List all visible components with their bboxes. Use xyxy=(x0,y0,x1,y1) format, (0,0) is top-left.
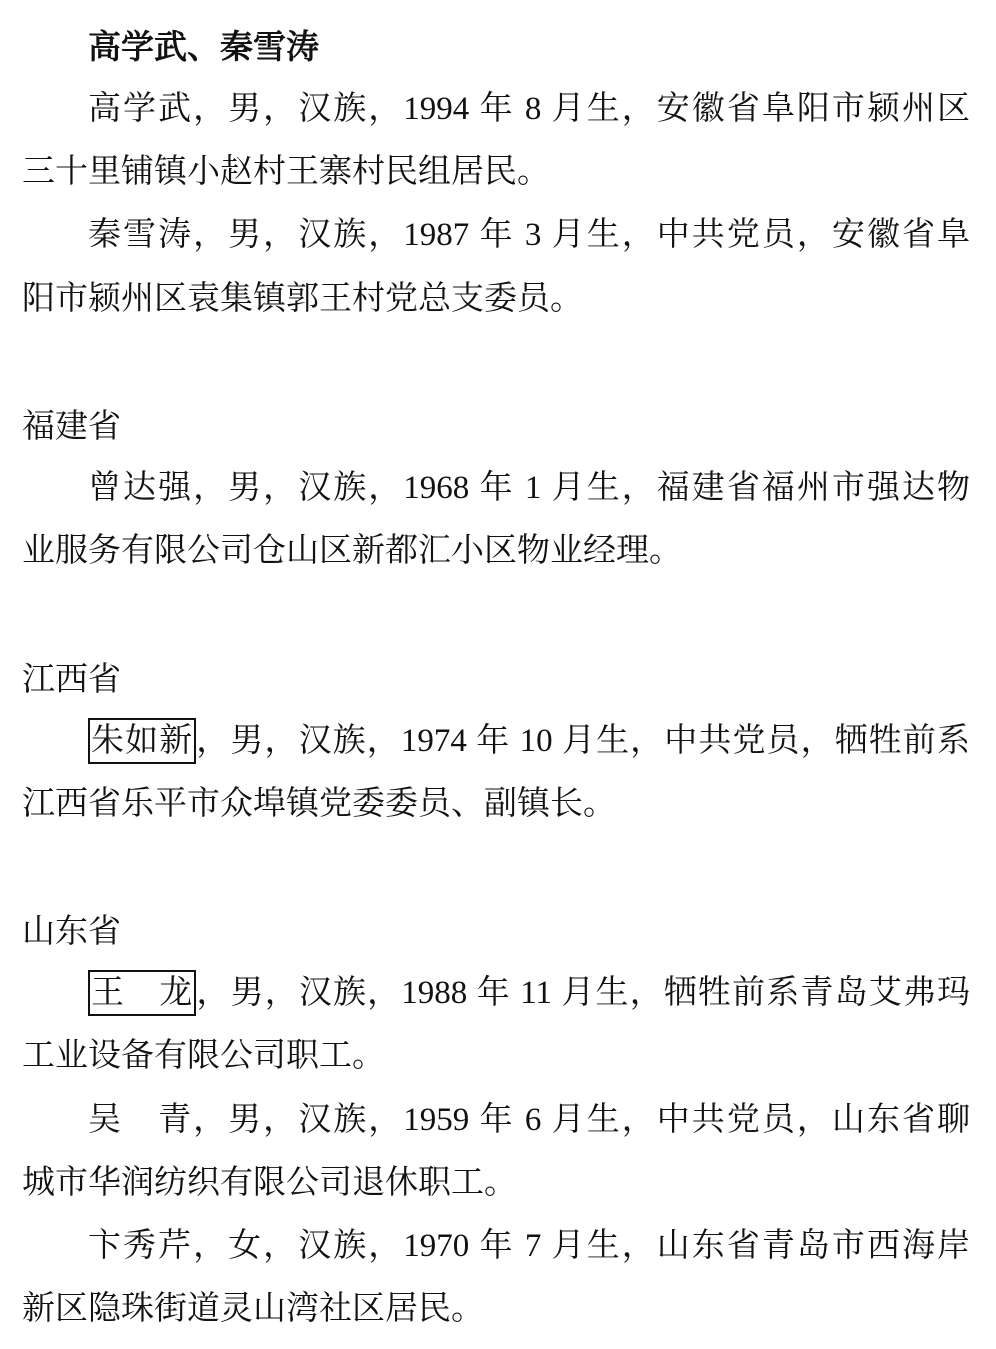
province-header-jiangxi: 江西省 xyxy=(22,659,121,697)
deceased-name-box-zhuruxin: 朱如新 xyxy=(88,718,196,764)
province-header-fujian: 福建省 xyxy=(22,406,121,444)
entry-line-wanglong-2: 工业设备有限公司职工。 xyxy=(22,1038,385,1075)
section-shandong xyxy=(22,899,970,1341)
entry-line-wuqing-2: 城市华润纺织有限公司退休职工。 xyxy=(22,1164,517,1201)
entry-line-zhuruxin-2: 江西省乐平市众埠镇党委委员、副镇长。 xyxy=(22,785,616,822)
section-fujian xyxy=(22,394,970,583)
entry-text-zhuruxin: ，男，汉族，1974 年 10 月生，中共党员，牺牲前系 xyxy=(196,722,970,759)
entry-line-zhuruxin-1 xyxy=(22,710,970,773)
entry-line-gaoxuewu-1: 高学武，男，汉族，1994 年 8 月生，安徽省阜阳市颍州区 xyxy=(88,91,970,128)
deceased-name-box-wanglong: 王 龙 xyxy=(88,970,196,1016)
entry-text-wanglong: ，男，汉族，1988 年 11 月生，牺牲前系青岛艾弗玛 xyxy=(196,975,970,1012)
section-gao-qin xyxy=(22,15,970,331)
entry-line-zengdaqiang-1: 曾达强，男，汉族，1968 年 1 月生，福建省福州市强达物 xyxy=(88,470,970,507)
entry-line-bianxiuqin-2: 新区隐珠街道灵山湾社区居民。 xyxy=(22,1291,484,1328)
entry-line-wuqing-1: 吴 青，男，汉族，1959 年 6 月生，中共党员，山东省聊 xyxy=(88,1101,970,1138)
entry-line-qinxuetao-1: 秦雪涛，男，汉族，1987 年 3 月生，中共党员，安徽省阜 xyxy=(88,217,970,254)
province-header-shandong: 山东省 xyxy=(22,912,121,950)
entry-line-zengdaqiang-2: 业服务有限公司仓山区新都汇小区物业经理。 xyxy=(22,533,682,570)
entry-line-gaoxuewu-2: 三十里铺镇小赵村王寨村民组居民。 xyxy=(22,154,550,191)
entry-line-bianxiuqin-1: 卞秀芹，女，汉族，1970 年 7 月生，山东省青岛市西海岸 xyxy=(88,1227,970,1264)
section-jiangxi xyxy=(22,647,970,836)
entry-line-qinxuetao-2: 阳市颍州区袁集镇郭王村党总支委员。 xyxy=(22,280,583,317)
group-names-header: 高学武、秦雪涛 xyxy=(88,28,319,65)
entry-line-wanglong-1 xyxy=(22,962,970,1025)
